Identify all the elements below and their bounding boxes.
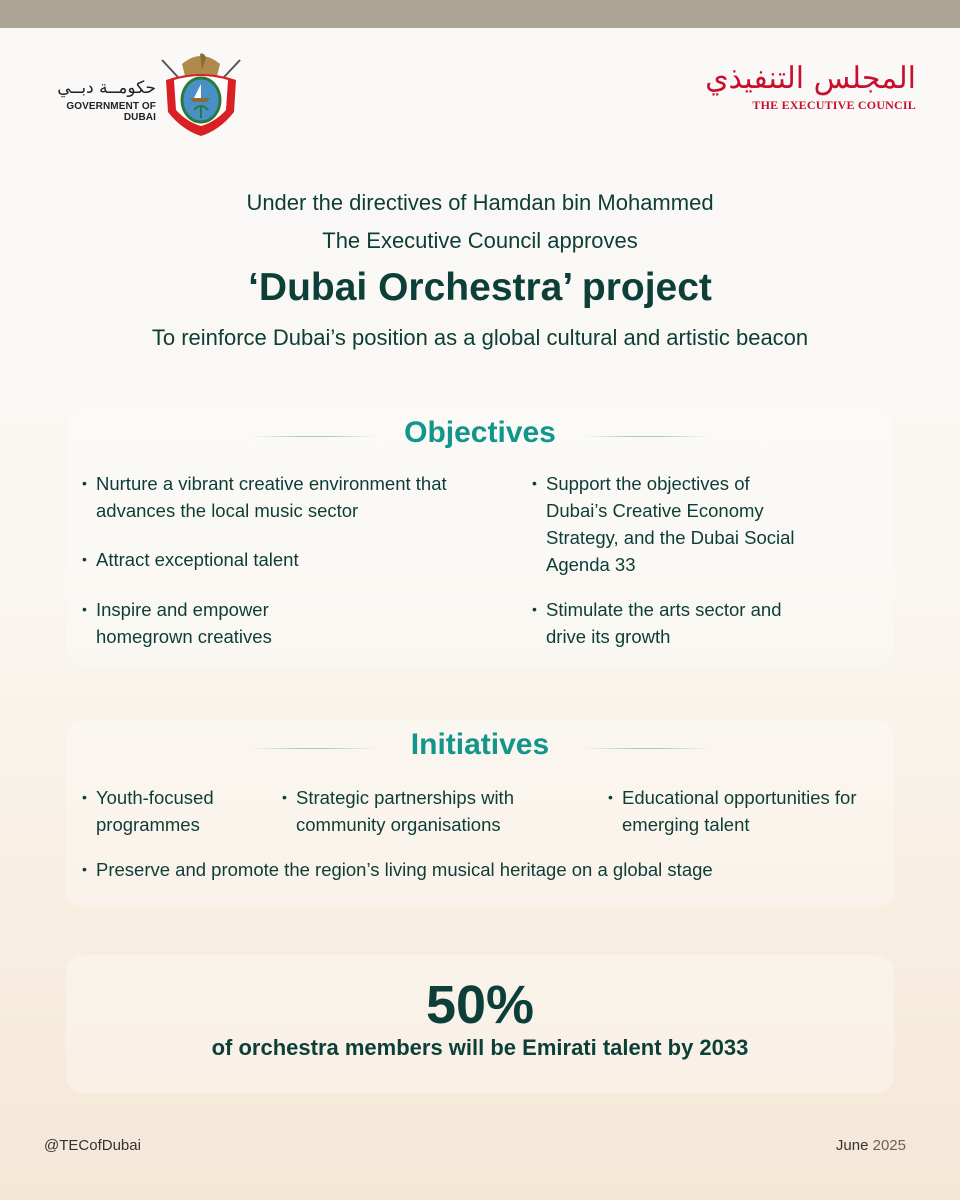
- initiatives-title: Initiatives: [410, 728, 550, 761]
- government-of-dubai-logo: [40, 50, 250, 140]
- footer-month: June: [835, 1137, 869, 1154]
- objectives-header: [66, 416, 894, 456]
- social-handle: @TECofDubai: [44, 1137, 141, 1154]
- objective-item: • Attract exceptional talent: [82, 546, 496, 573]
- government-logo-english: GOVERNMENT OF DUBAI: [66, 101, 156, 123]
- initiative-item: • Preserve and promote the region’s living musical heritage on a global stage: [82, 856, 896, 883]
- executive-council-logo: [705, 62, 916, 113]
- headline-approves: The Executive Council approves: [322, 228, 638, 253]
- divider-right: [584, 436, 708, 437]
- dubai-emblem-icon: [160, 50, 242, 138]
- page-title: ‘Dubai Orchestra’ project: [248, 266, 712, 309]
- objective-item: • Support the objectives of Dubai’s Creative Economy Strategy, and the Dubai Social Agenda 33: [532, 470, 814, 578]
- initiative-item: • Youth-focused programmes: [82, 784, 266, 838]
- objectives-title: Objectives: [404, 416, 556, 449]
- initiatives-card: [66, 720, 894, 908]
- stat-value: 50%: [425, 975, 535, 1035]
- initiative-item: • Strategic partnerships with community organisations: [282, 784, 586, 838]
- headline-directives: Under the directives of Hamdan bin Mohammed: [246, 190, 714, 215]
- government-logo-arabic: حكومــة دبــي: [57, 78, 156, 98]
- footer-date: [836, 1137, 906, 1154]
- objective-item: • Inspire and empower homegrown creatives: [82, 596, 336, 650]
- stat-card: [66, 955, 894, 1093]
- objectives-card: [66, 408, 894, 666]
- footer-year: 2025: [872, 1137, 906, 1154]
- headline-subtitle: To reinforce Dubai’s position as a global cultural and artistic beacon: [151, 325, 809, 350]
- divider-right: [584, 748, 708, 749]
- objective-item: • Stimulate the arts sector and drive its growth: [532, 596, 806, 650]
- government-logo-text: [44, 78, 156, 123]
- initiatives-header: [66, 728, 894, 768]
- initiative-item: • Educational opportunities for emerging talent: [608, 784, 902, 838]
- top-bar: [0, 0, 960, 28]
- stat-description: of orchestra members will be Emirati talent by 2033: [211, 1035, 749, 1060]
- executive-council-logo-arabic: المجلس التنفيذي: [705, 61, 916, 96]
- objective-item: • Nurture a vibrant creative environment that advances the local music sector: [82, 470, 496, 524]
- executive-council-logo-english: THE EXECUTIVE COUNCIL: [752, 98, 916, 112]
